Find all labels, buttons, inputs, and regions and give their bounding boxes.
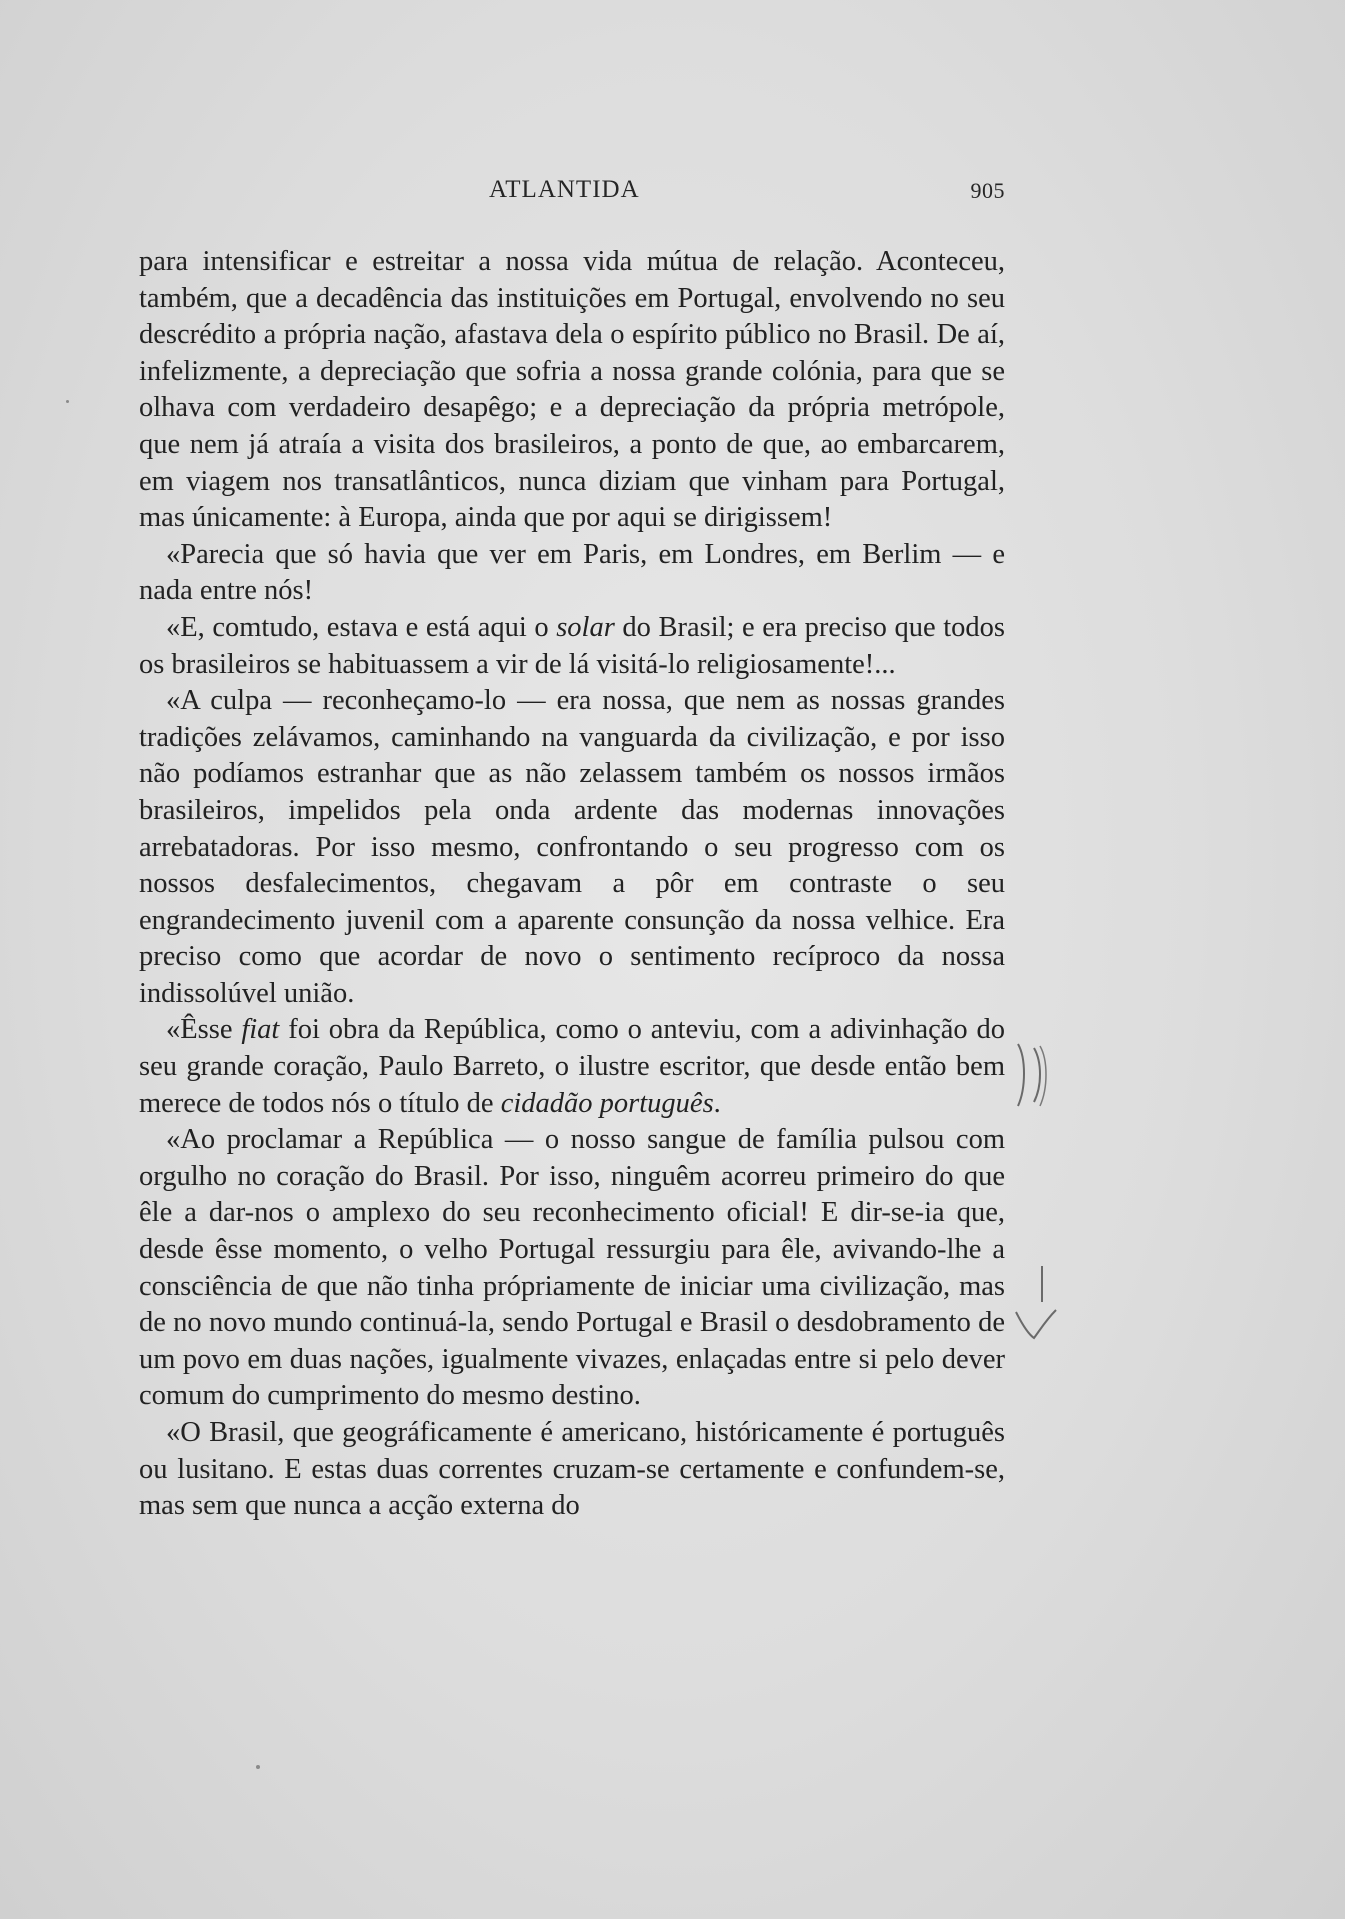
paragraph-4 xyxy=(139,683,1005,1012)
paragraph-text: . xyxy=(713,1087,721,1119)
paragraph-7 xyxy=(139,1415,1005,1525)
paragraph-2 xyxy=(139,537,1005,610)
paragraph-text: foi obra da República, como o anteviu, com a adivinhação do seu grande coração, Paulo Barreto, o ilustre escritor, que desde então bem merece de todos nós o título de xyxy=(139,1014,1005,1119)
paragraph-text: para intensificar e estreitar a nossa vida mútua de relação. Aconteceu, também, que a decadência das instituições em Portugal, envolvendo no seu descrédito a própria nação, afastava dela o espírito público no Brasil. De aí, infelizmente, a depreciação que sofria a nossa grande colónia, para que se olhava com verdadeiro desapêgo; e a depreciação da própria metrópole, que nem já atraía a visita dos brasileiros, a ponto de que, ao embarcarem, em viagem nos transatlânticos, nunca diziam que vinham para Portugal, mas únicamente: à Europa, ainda que por aqui se dirigissem! xyxy=(139,246,1005,534)
paper-speck xyxy=(256,1765,260,1769)
paragraph-6 xyxy=(139,1122,1005,1415)
paragraph-text: «Êsse xyxy=(166,1014,242,1046)
page-number: 905 xyxy=(970,178,1005,203)
paragraph-text: do Brasil; e era preciso que todos os brasileiros se habituassem a vir de lá visitá-lo religiosamente!... xyxy=(139,611,1005,680)
paragraph-1 xyxy=(139,244,1005,537)
handwritten-check-mark xyxy=(1012,1262,1058,1342)
paragraph-3 xyxy=(139,610,1005,683)
paper-speck xyxy=(66,400,69,403)
paragraph-text: «Ao proclamar a República — o nosso sangue de família pulsou com orgulho no coração do Brasil. Por isso, ninguêm acorreu primeiro do que êle a dar-nos o amplexo do seu reconhecimento oficial! E dir-se-ia que, desde êsse momento, o velho Portugal ressurgiu para êle, avivando-lhe a consciência de que não tinha própriamente de iniciar uma civilização, mas de no novo mundo continuá-la, sendo Portugal e Brasil o desdobramento de um povo em duas nações, igualmente vivazes, enlaçadas entre si pelo dever comum do cumprimento do mesmo destino. xyxy=(139,1124,1005,1412)
paragraph-text: «O Brasil, que geográficamente é americano, históricamente é português ou lusitano. E estas duas correntes cruzam-se certamente e confundem-se, mas sem que nunca a acção externa do xyxy=(139,1417,1005,1522)
italic-term-solar: solar xyxy=(556,611,615,643)
body-text xyxy=(139,244,1005,1525)
handwritten-bracket-mark xyxy=(1012,1040,1062,1110)
italic-term-fiat: fiat xyxy=(241,1014,280,1046)
paragraph-text: «A culpa — reconheçamo-lo — era nossa, que nem as nossas grandes tradições zelávamos, caminhando na vanguarda da civilização, e por isso não podíamos estranhar que as não zelassem também os nossos irmãos brasileiros, impelidos pela onda ardente das modernas innovações arrebatadoras. Por isso mesmo, confrontando o seu progresso com os nossos desfalecimentos, chegavam a pôr em contraste o seu engrandecimento juvenil com a aparente consunção da nossa velhice. Era preciso como que acordar de novo o sentimento recíproco da nossa indissolúvel união. xyxy=(139,685,1005,1009)
italic-term-cidadao-portugues: cidadão português xyxy=(500,1087,714,1119)
paragraph-text: «E, comtudo, estava e está aqui o xyxy=(166,611,557,643)
paragraph-text: «Parecia que só havia que ver em Paris, em Londres, em Berlim — e nada entre nós! xyxy=(139,538,1005,607)
paragraph-5 xyxy=(139,1012,1005,1122)
running-title: ATLANTIDA xyxy=(489,176,640,203)
page-header xyxy=(139,176,1005,216)
